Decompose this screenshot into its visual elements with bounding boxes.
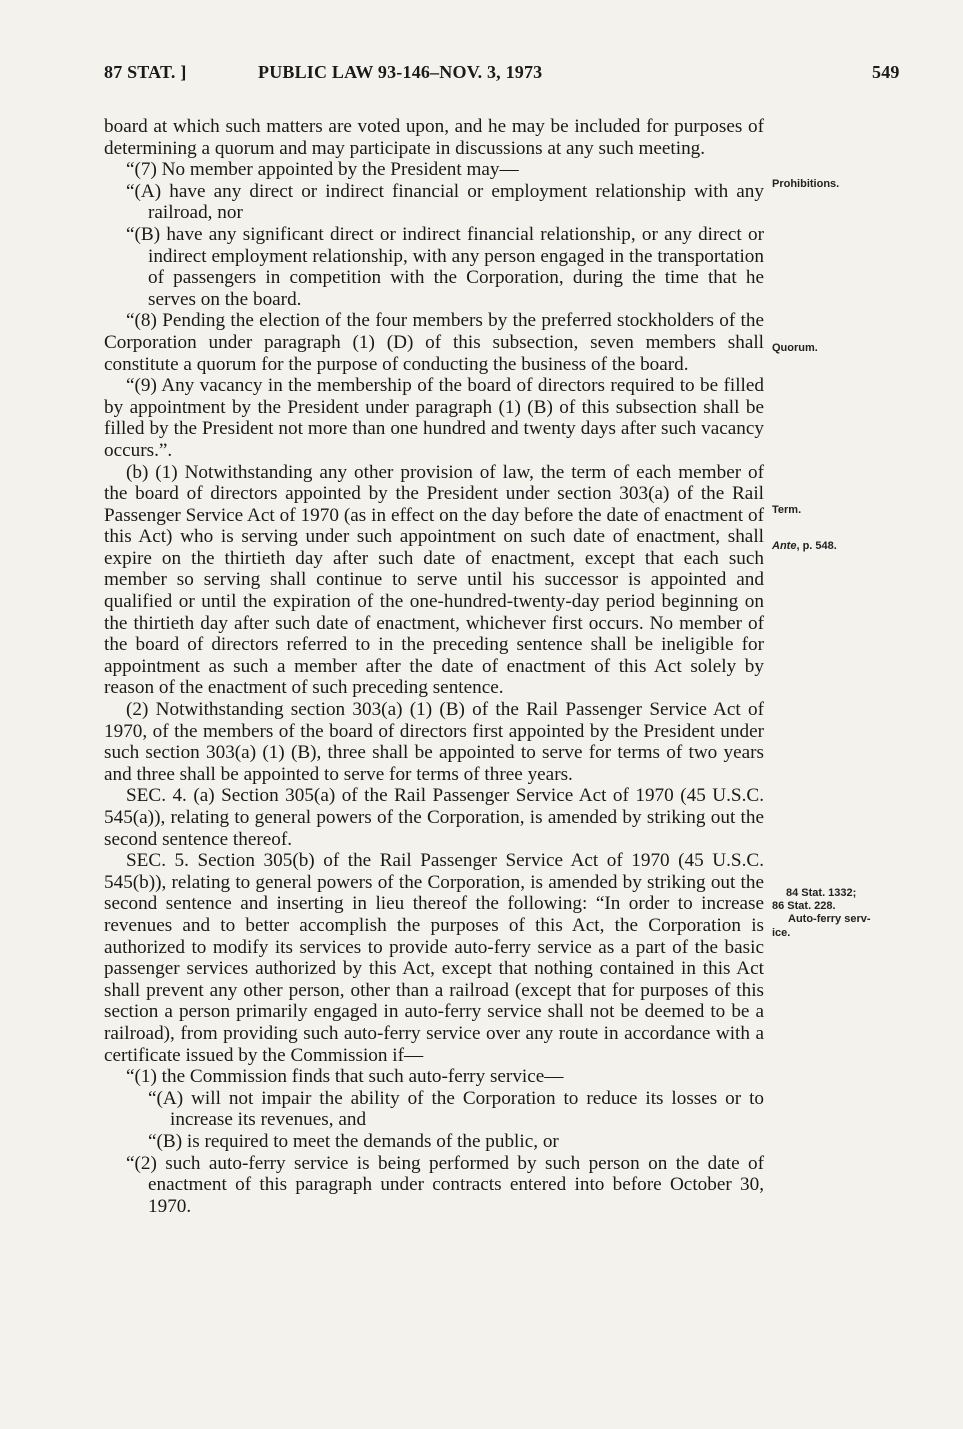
margin-note-autoferry: Auto-ferry serv- [788, 913, 871, 925]
paragraph: “(7) No member appointed by the President may— [126, 159, 519, 181]
paragraph: “(A) have any direct or indirect financial or employment relationship with any railroad, nor [126, 180, 764, 224]
body-text [104, 116, 764, 1217]
paragraph: “(8) Pending the election of the four members by the preferred stockholders of the Corporation under paragraph (1) (D) of this subsection, seven members shall constitute a quorum for the purpose of conducting the business of the board. [104, 310, 764, 375]
margin-note-prohibitions: Prohibitions. [772, 178, 840, 190]
law-title: PUBLIC LAW 93-146–NOV. 3, 1973 [258, 62, 543, 82]
page-number: 549 [872, 62, 900, 82]
margin-note-ante [772, 540, 837, 552]
margin-note-autoferry-cont: ice. [772, 927, 791, 939]
paragraph: (b) (1) Notwithstanding any other provision of law, the term of each member of the board of directors appointed by the President under section 303(a) of the Rail Passenger Service Act of 1970 (as in effect on the day before the date of enactment of this Act) who is serving under such appointment on such date of enactment, shall expire on the thirtieth day after such date of enactment, except that each such member so serving shall continue to serve until his successor is appointed and qualified or until the expiration of the one-hundred-twenty-day period beginning on the thirtieth day after such date of enactment, whichever first occurs. No member of the board of directors referred to in the preceding sentence shall be ineligible for appointment as such a member after the date of enactment of this Act solely by reason of the enactment of such preceding sentence. [104, 461, 764, 699]
margin-note-stat-228: 86 Stat. 228. [772, 900, 836, 912]
margin-note-ante-italic: Ante [772, 540, 797, 552]
margin-note-stat-1332: 84 Stat. 1332; [786, 887, 857, 899]
paragraph: “(9) Any vacancy in the membership of the board of directors required to be filled by appointment by the President under paragraph (1) (B) of this subsection shall be filled by the President not more than one hundred and twenty days after such vacancy occurs.”. [104, 375, 764, 461]
paragraph: “(1) the Commission finds that such auto-ferry service— [126, 1066, 564, 1088]
paragraph: “(A) will not impair the ability of the Corporation to reduce its losses or to increase its revenues, and [148, 1087, 764, 1131]
paragraph: (2) Notwithstanding section 303(a) (1) (B) of the Rail Passenger Service Act of 1970, of the members of the board of directors first appointed by the President under such section 303(a) (1) (B), three shall be appointed to serve for terms of two years and three shall be appointed to serve for terms of three years. [104, 699, 764, 785]
statute-volume: 87 STAT. ] [104, 62, 187, 82]
paragraph: SEC. 4. (a) Section 305(a) of the Rail Passenger Service Act of 1970 (45 U.S.C. 545(a)), relating to general powers of the Corporation, is amended by striking out the second sentence thereof. [104, 785, 764, 850]
margin-note-ante-page: , p. 548. [796, 540, 837, 552]
margin-note-quorum: Quorum. [772, 342, 818, 354]
paragraph: “(B) have any significant direct or indirect financial relationship, or any direct or indirect employment relationship, with any person engaged in the transportation of passengers in competition with the Corporation, during the time that he serves on the board. [126, 223, 764, 310]
paragraph: “(2) such auto-ferry service is being performed by such person on the date of enactment of this paragraph under contracts entered into before October 30, 1970. [126, 1152, 764, 1217]
paragraph: “(B) is required to meet the demands of the public, or [148, 1130, 559, 1152]
margin-note-term: Term. [772, 504, 802, 516]
paragraph: board at which such matters are voted upon, and he may be included for purposes of determining a quorum and may participate in discussions at any such meeting. [104, 116, 764, 159]
paragraph: SEC. 5. Section 305(b) of the Rail Passenger Service Act of 1970 (45 U.S.C. 545(b)), relating to general powers of the Corporation, is amended by striking out the second sentence and inserting in lieu thereof the following: “In order to increase revenues and to better accomplish the purposes of this Act, the Corporation is authorized to modify its services to provide auto-ferry service as a part of the basic passenger services authorized by this Act, except that nothing contained in this Act shall prevent any other person, other than a railroad (except that for purposes of this section a person primarily engaged in auto-ferry service shall not be deemed to be a railroad), from providing such auto-ferry service over any route in accordance with a certificate issued by the Commission if— [104, 850, 764, 1066]
